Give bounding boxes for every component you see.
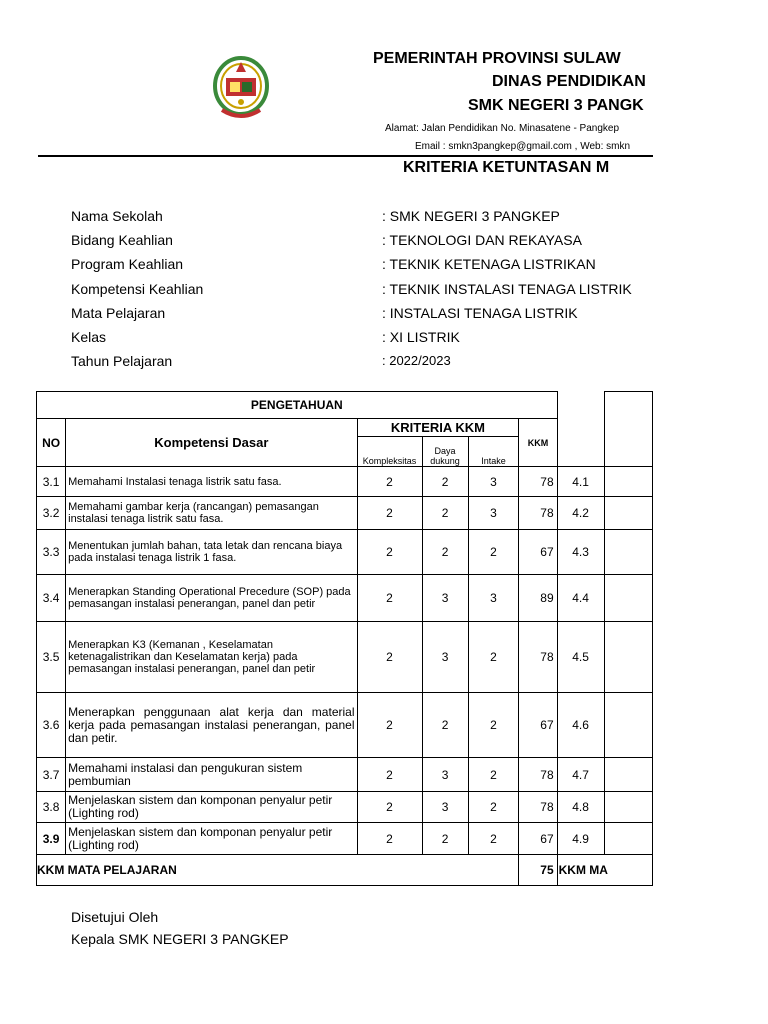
provincial-emblem-icon (208, 52, 274, 122)
row-kkm: 67 (519, 693, 557, 758)
approval-line-2: Kepala SMK NEGERI 3 PANGKEP (71, 931, 289, 947)
row-right-cell (604, 792, 653, 823)
header-divider (38, 155, 653, 157)
row-right-cell (604, 575, 653, 622)
table-footer-row (37, 855, 653, 886)
row-right-cell (604, 693, 653, 758)
row-no-keterampilan: 4.7 (557, 758, 604, 792)
col-header-kd: Kompetensi Dasar (66, 419, 357, 467)
row-no: 3.1 (37, 467, 66, 497)
table-row (37, 497, 653, 530)
row-kkm: 78 (519, 622, 557, 693)
row-kd: Memahami gambar kerja (rancangan) pemasangan instalasi tenaga listrik satu fasa. (66, 497, 357, 530)
row-kompleksitas: 2 (357, 622, 422, 693)
row-kd: Menjelaskan sistem dan komponan penyalur petir (Lighting rod) (66, 823, 357, 855)
row-kd: Memahami Instalasi tenaga listrik satu fasa. (66, 467, 357, 497)
info-value-program: : TEKNIK KETENAGA LISTRIKAN (382, 256, 596, 272)
row-no-keterampilan: 4.4 (557, 575, 604, 622)
footer-value: 75 (519, 855, 557, 886)
row-daya-dukung: 2 (422, 530, 468, 575)
row-kompleksitas: 2 (357, 530, 422, 575)
table-row (37, 792, 653, 823)
header-school: SMK NEGERI 3 PANGK (468, 97, 644, 114)
info-value-year: : 2022/2023 (382, 353, 451, 368)
row-daya-dukung: 3 (422, 758, 468, 792)
row-no-keterampilan: 4.2 (557, 497, 604, 530)
table-gap-cell (557, 392, 604, 467)
row-intake: 2 (468, 792, 519, 823)
info-label-class: Kelas (71, 329, 107, 345)
row-kkm: 78 (519, 497, 557, 530)
row-intake: 2 (468, 530, 519, 575)
row-daya-dukung: 3 (422, 792, 468, 823)
row-kkm: 78 (519, 758, 557, 792)
row-no-keterampilan: 4.6 (557, 693, 604, 758)
table-row (37, 530, 653, 575)
row-intake: 2 (468, 823, 519, 855)
footer-label-right: KKM MA (557, 855, 652, 886)
info-value-school: : SMK NEGERI 3 PANGKEP (382, 208, 560, 224)
row-no: 3.9 (37, 823, 66, 855)
row-right-cell (604, 758, 653, 792)
row-kompleksitas: 2 (357, 467, 422, 497)
approval-line-1: Disetujui Oleh (71, 909, 159, 925)
row-right-cell (604, 622, 653, 693)
row-kkm: 67 (519, 530, 557, 575)
row-daya-dukung: 2 (422, 467, 468, 497)
row-no-keterampilan: 4.3 (557, 530, 604, 575)
row-daya-dukung: 2 (422, 497, 468, 530)
row-no-keterampilan: 4.1 (557, 467, 604, 497)
row-kd: Menentukan jumlah bahan, tata letak dan rencana biaya pada instalasi tenaga listrik 1 fasa. (66, 530, 357, 575)
info-label-year: Tahun Pelajaran (71, 353, 173, 369)
row-intake: 2 (468, 693, 519, 758)
info-label-program: Program Keahlian (71, 256, 184, 272)
info-value-class: : XI LISTRIK (382, 329, 460, 345)
row-kd: Menerapkan K3 (Kemanan , Keselamatan ketenagalistrikan dan Keselamatan kerja) pada pemasangan instalasi penerangan, panel dan petir (66, 622, 357, 693)
row-kompleksitas: 2 (357, 758, 422, 792)
info-label-field: Bidang Keahlian (71, 232, 173, 248)
header-government: PEMERINTAH PROVINSI SULAW (373, 50, 621, 67)
row-no-keterampilan: 4.8 (557, 792, 604, 823)
table-row (37, 758, 653, 792)
footer-label: KKM MATA PELAJARAN (37, 855, 519, 886)
row-kkm: 67 (519, 823, 557, 855)
document-title: KRITERIA KETUNTASAN M (403, 159, 610, 176)
info-value-field: : TEKNOLOGI DAN REKAYASA (382, 232, 582, 248)
row-intake: 2 (468, 622, 519, 693)
header-department: DINAS PENDIDIKAN (492, 73, 646, 90)
col-header-kompleksitas: Kompleksitas (357, 437, 422, 467)
row-kompleksitas: 2 (357, 792, 422, 823)
row-intake: 3 (468, 497, 519, 530)
row-daya-dukung: 3 (422, 575, 468, 622)
col-header-daya-dukung: Daya dukung (422, 437, 468, 467)
table-row (37, 622, 653, 693)
row-no: 3.5 (37, 622, 66, 693)
header-email: Email : smkn3pangkep@gmail.com , Web: smkn (415, 141, 631, 152)
row-intake: 2 (468, 758, 519, 792)
row-kd: Memahami instalasi dan pengukuran sistem pembumian (66, 758, 357, 792)
row-daya-dukung: 2 (422, 693, 468, 758)
row-daya-dukung: 2 (422, 823, 468, 855)
row-intake: 3 (468, 575, 519, 622)
section-title: PENGETAHUAN (37, 392, 558, 419)
row-no: 3.2 (37, 497, 66, 530)
info-value-subject: : INSTALASI TENAGA LISTRIK (382, 305, 578, 321)
row-right-cell (604, 497, 653, 530)
row-kd: Menerapkan penggunaan alat kerja dan material kerja pada pemasangan instalasi penerangan, panel dan petir. (66, 693, 357, 758)
row-kompleksitas: 2 (357, 693, 422, 758)
info-label-subject: Mata Pelajaran (71, 305, 166, 321)
row-intake: 3 (468, 467, 519, 497)
col-header-kkm: KKM (519, 419, 557, 467)
row-kkm: 89 (519, 575, 557, 622)
row-kompleksitas: 2 (357, 575, 422, 622)
header-address: Alamat: Jalan Pendidikan No. Minasatene - Pangkep (385, 123, 620, 134)
col-header-no: NO (37, 419, 66, 467)
row-kkm: 78 (519, 467, 557, 497)
col-header-kriteria: KRITERIA KKM (357, 419, 519, 437)
row-right-cell (604, 823, 653, 855)
row-no-keterampilan: 4.5 (557, 622, 604, 693)
row-no: 3.6 (37, 693, 66, 758)
info-value-competency: : TEKNIK INSTALASI TENAGA LISTRIK (382, 281, 632, 297)
row-kompleksitas: 2 (357, 497, 422, 530)
row-no: 3.3 (37, 530, 66, 575)
table-row (37, 575, 653, 622)
row-no: 3.4 (37, 575, 66, 622)
row-kkm: 78 (519, 792, 557, 823)
row-no-keterampilan: 4.9 (557, 823, 604, 855)
info-label-competency: Kompetensi Keahlian (71, 281, 204, 297)
col-header-intake: Intake (468, 437, 519, 467)
table-header-right (604, 392, 653, 467)
kkm-table (36, 391, 653, 886)
row-no: 3.8 (37, 792, 66, 823)
table-row (37, 823, 653, 855)
row-right-cell (604, 467, 653, 497)
row-right-cell (604, 530, 653, 575)
table-row (37, 467, 653, 497)
row-no: 3.7 (37, 758, 66, 792)
row-kompleksitas: 2 (357, 823, 422, 855)
row-kd: Menerapkan Standing Operational Precedure (SOP) pada pemasangan instalasi penerangan, panel dan petir (66, 575, 357, 622)
info-label-school: Nama Sekolah (71, 208, 163, 224)
row-kd: Menjelaskan sistem dan komponan penyalur petir (Lighting rod) (66, 792, 357, 823)
row-daya-dukung: 3 (422, 622, 468, 693)
table-row (37, 693, 653, 758)
